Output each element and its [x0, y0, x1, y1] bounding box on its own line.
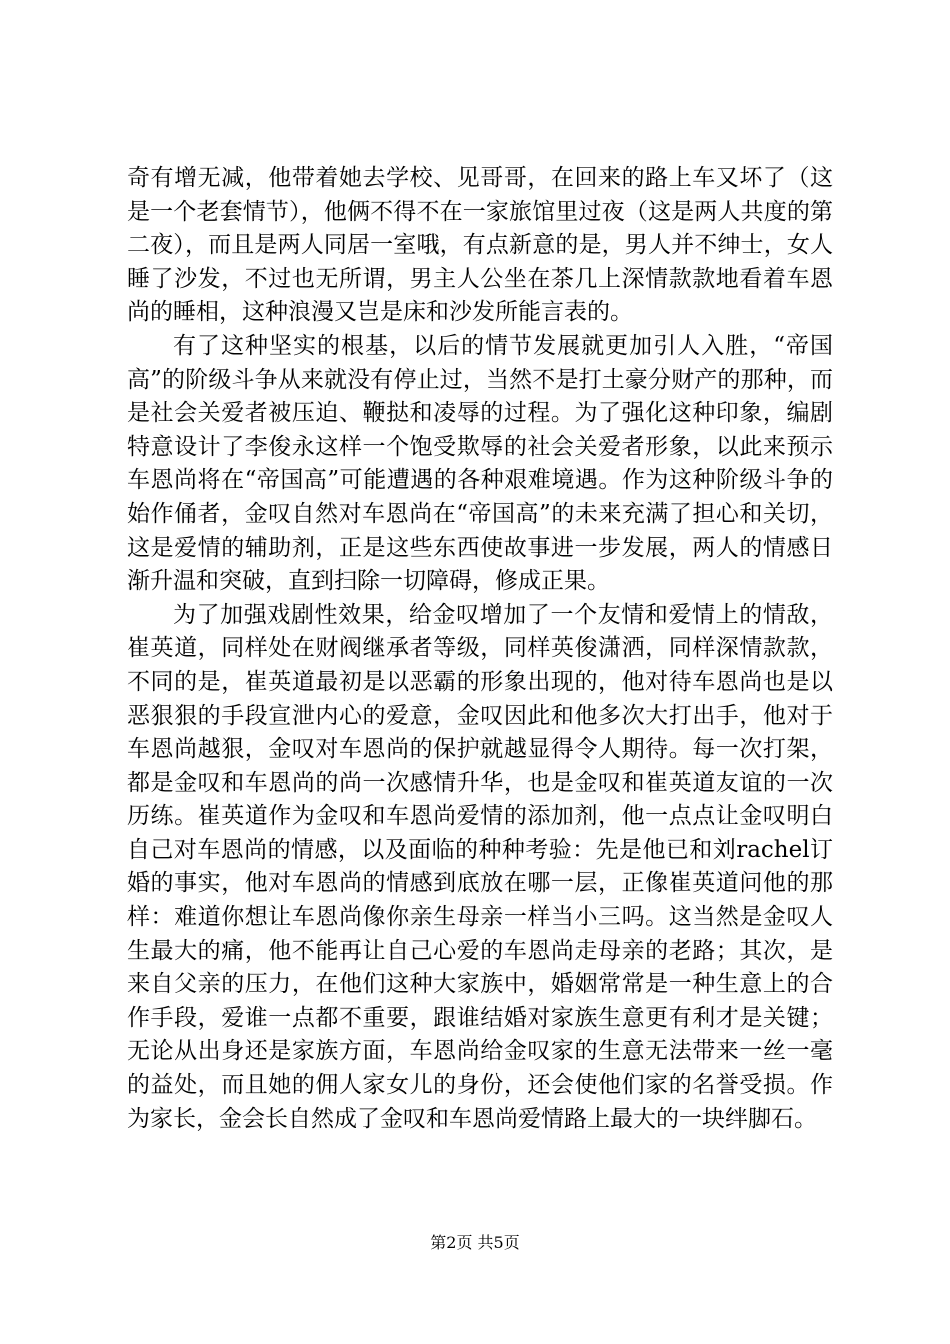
paragraph-continued: 奇有增无减，他带着她去学校、见哥哥，在回来的路上车又坏了（这是一个老套情节），他俩不得不在一家旅馆里过夜（这是两人共度的第二夜），而且是两人同居一室哦，有点新意的是，男人并不绅士，女人睡了沙发，不过也无所谓，男主人公坐在茶几上深情款款地看着车恩尚的睡相，这种浪漫又岂是床和沙发所能言表的。	[127, 165, 833, 326]
page-number-footer: 第2页 共5页	[430, 1233, 520, 1252]
paragraph: 为了加强戏剧性效果，给金叹增加了一个友情和爱情上的情敌，崔英道，同样处在财阀继承者等级，同样英俊潇洒，同样深情款款，不同的是，崔英道最初是以恶霸的形象出现的，他对待车恩尚也是以恶狠狠的手段宣泄内心的爱意，金叹因此和他多次大打出手，他对于车恩尚越狠，金叹对车恩尚的保护就越显得令人期待。每一次打架，都是金叹和车恩尚的尚一次感情升华，也是金叹和崔英道友谊的一次历练。崔英道作为金叹和车恩尚爱情的添加剂，他一点点让金叹明白自己对车恩尚的情感，以及面临的种种考验：先是他已和刘rachel订婚的事实，他对车恩尚的情感到底放在哪一层，正像崔英道问他的那样：难道你想让车恩尚像你亲生母亲一样当小三吗。这当然是金叹人生最大的痛，他不能再让自己心爱的车恩尚走母亲的老路；其次，是来自父亲的压力，在他们这种大家族中，婚姻常常是一种生意上的合作手段，爱谁一点都不重要，跟谁结婚对家族生意更有利才是关键；无论从出身还是家族方面，车恩尚给金叹家的生意无法带来一丝一毫的益处，而且她的佣人家女儿的身份，还会使他们家的名誉受损。作为家长，金会长自然成了金叹和车恩尚爱情路上最大的一块绊脚石。	[127, 601, 833, 1132]
document-body	[127, 162, 833, 1136]
paragraph: 有了这种坚实的根基，以后的情节发展就更加引人入胜，“帝国高”的阶级斗争从来就没有停止过，当然不是打土豪分财产的那种，而是社会关爱者被压迫、鞭挞和凌辱的过程。为了强化这种印象，编剧特意设计了李俊永这样一个饱受欺辱的社会关爱者形象，以此来预示车恩尚将在“帝国高”可能遭遇的各种艰难境遇。作为这种阶级斗争的始作俑者，金叹自然对车恩尚在“帝国高”的未来充满了担心和关切，这是爱情的辅助剂，正是这些东西使故事进一步发展，两人的情感日渐升温和突破，直到扫除一切障碍，修成正果。	[127, 332, 833, 595]
